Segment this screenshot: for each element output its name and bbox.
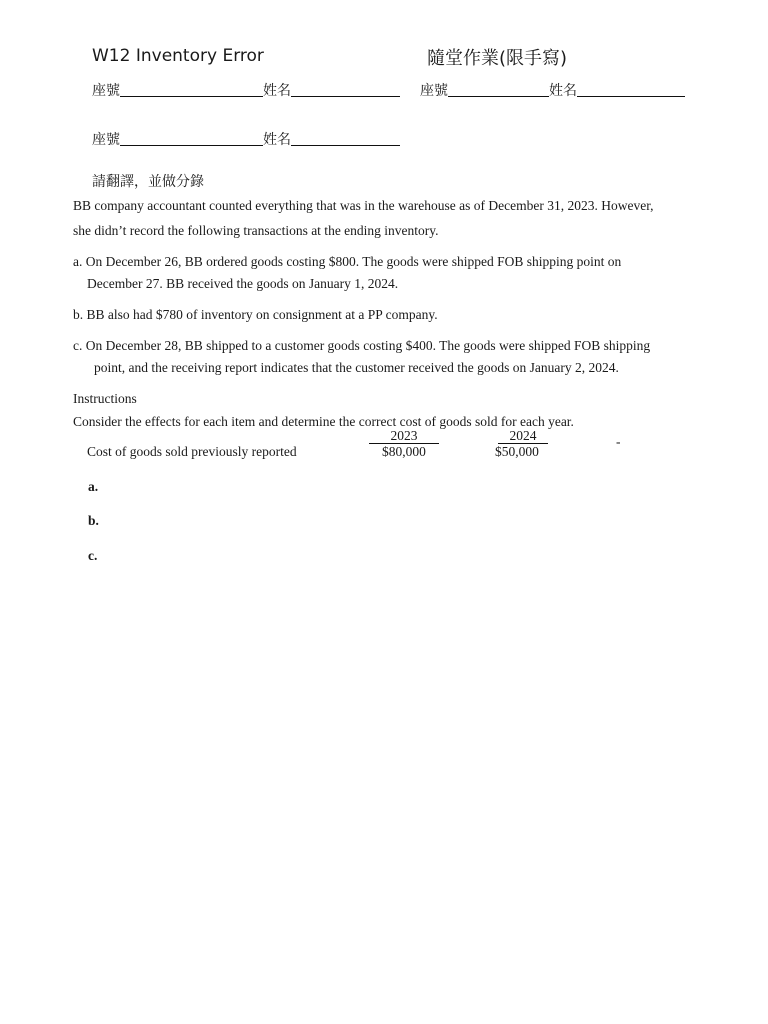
assignment-subtitle-cn: 隨堂作業(限手寫) — [427, 48, 568, 69]
name-label: 姓名 — [549, 83, 577, 99]
item-a-line-2: December 27. BB received the goods on January 1, 2024. — [87, 276, 399, 291]
stray-mark: - — [616, 434, 621, 449]
intro-text-line-2: she didn’t record the following transactions at the ending inventory. — [73, 223, 439, 238]
item-c-line-2: point, and the receiving report indicates that the customer received the goods on January 2, 2024. — [94, 360, 619, 375]
item-c-line-1: c. On December 28, BB shipped to a customer goods costing $400. The goods were shipped FOB shipping — [73, 338, 651, 353]
instructions-heading: Instructions — [73, 391, 137, 406]
student-field-row-1 — [92, 80, 400, 100]
seat-label: 座號 — [92, 83, 120, 99]
seat-number-field[interactable] — [120, 82, 263, 97]
student-field-row-1b — [420, 80, 685, 100]
instruction-cn: 請翻譯，並做分錄 — [92, 174, 204, 190]
answer-label-c: c. — [88, 548, 98, 563]
name-field[interactable] — [577, 82, 685, 97]
intro-text-line-1: BB company accountant counted everything that was in the warehouse as of December 31, 2023. However, — [73, 198, 654, 213]
item-a-line-1: a. On December 26, BB ordered goods costing $800. The goods were shipped FOB shipping point on — [73, 254, 622, 269]
answer-label-b: b. — [88, 513, 99, 528]
cogs-row-label: Cost of goods sold previously reported — [87, 444, 297, 459]
name-label: 姓名 — [263, 132, 291, 148]
year-2023-label: 2023 — [390, 428, 418, 443]
name-field[interactable] — [291, 82, 400, 97]
year-2024-label: 2024 — [509, 428, 537, 443]
cogs-2023-value: $80,000 — [382, 444, 426, 459]
seat-number-field[interactable] — [448, 82, 549, 97]
answer-label-a: a. — [88, 479, 99, 494]
item-b: b. BB also had $780 of inventory on consignment at a PP company. — [73, 307, 438, 322]
seat-label: 座號 — [92, 132, 120, 148]
column-header-2023 — [369, 429, 439, 444]
seat-label: 座號 — [420, 83, 448, 99]
name-field[interactable] — [291, 131, 400, 146]
instructions-text: Consider the effects for each item and determine the correct cost of goods sold for each year. — [73, 414, 574, 429]
column-header-2024 — [498, 429, 548, 444]
student-field-row-2 — [92, 129, 400, 149]
seat-number-field[interactable] — [120, 131, 263, 146]
name-label: 姓名 — [263, 83, 291, 99]
assignment-title: W12 Inventory Error — [92, 46, 264, 66]
cogs-2024-value: $50,000 — [495, 444, 539, 459]
